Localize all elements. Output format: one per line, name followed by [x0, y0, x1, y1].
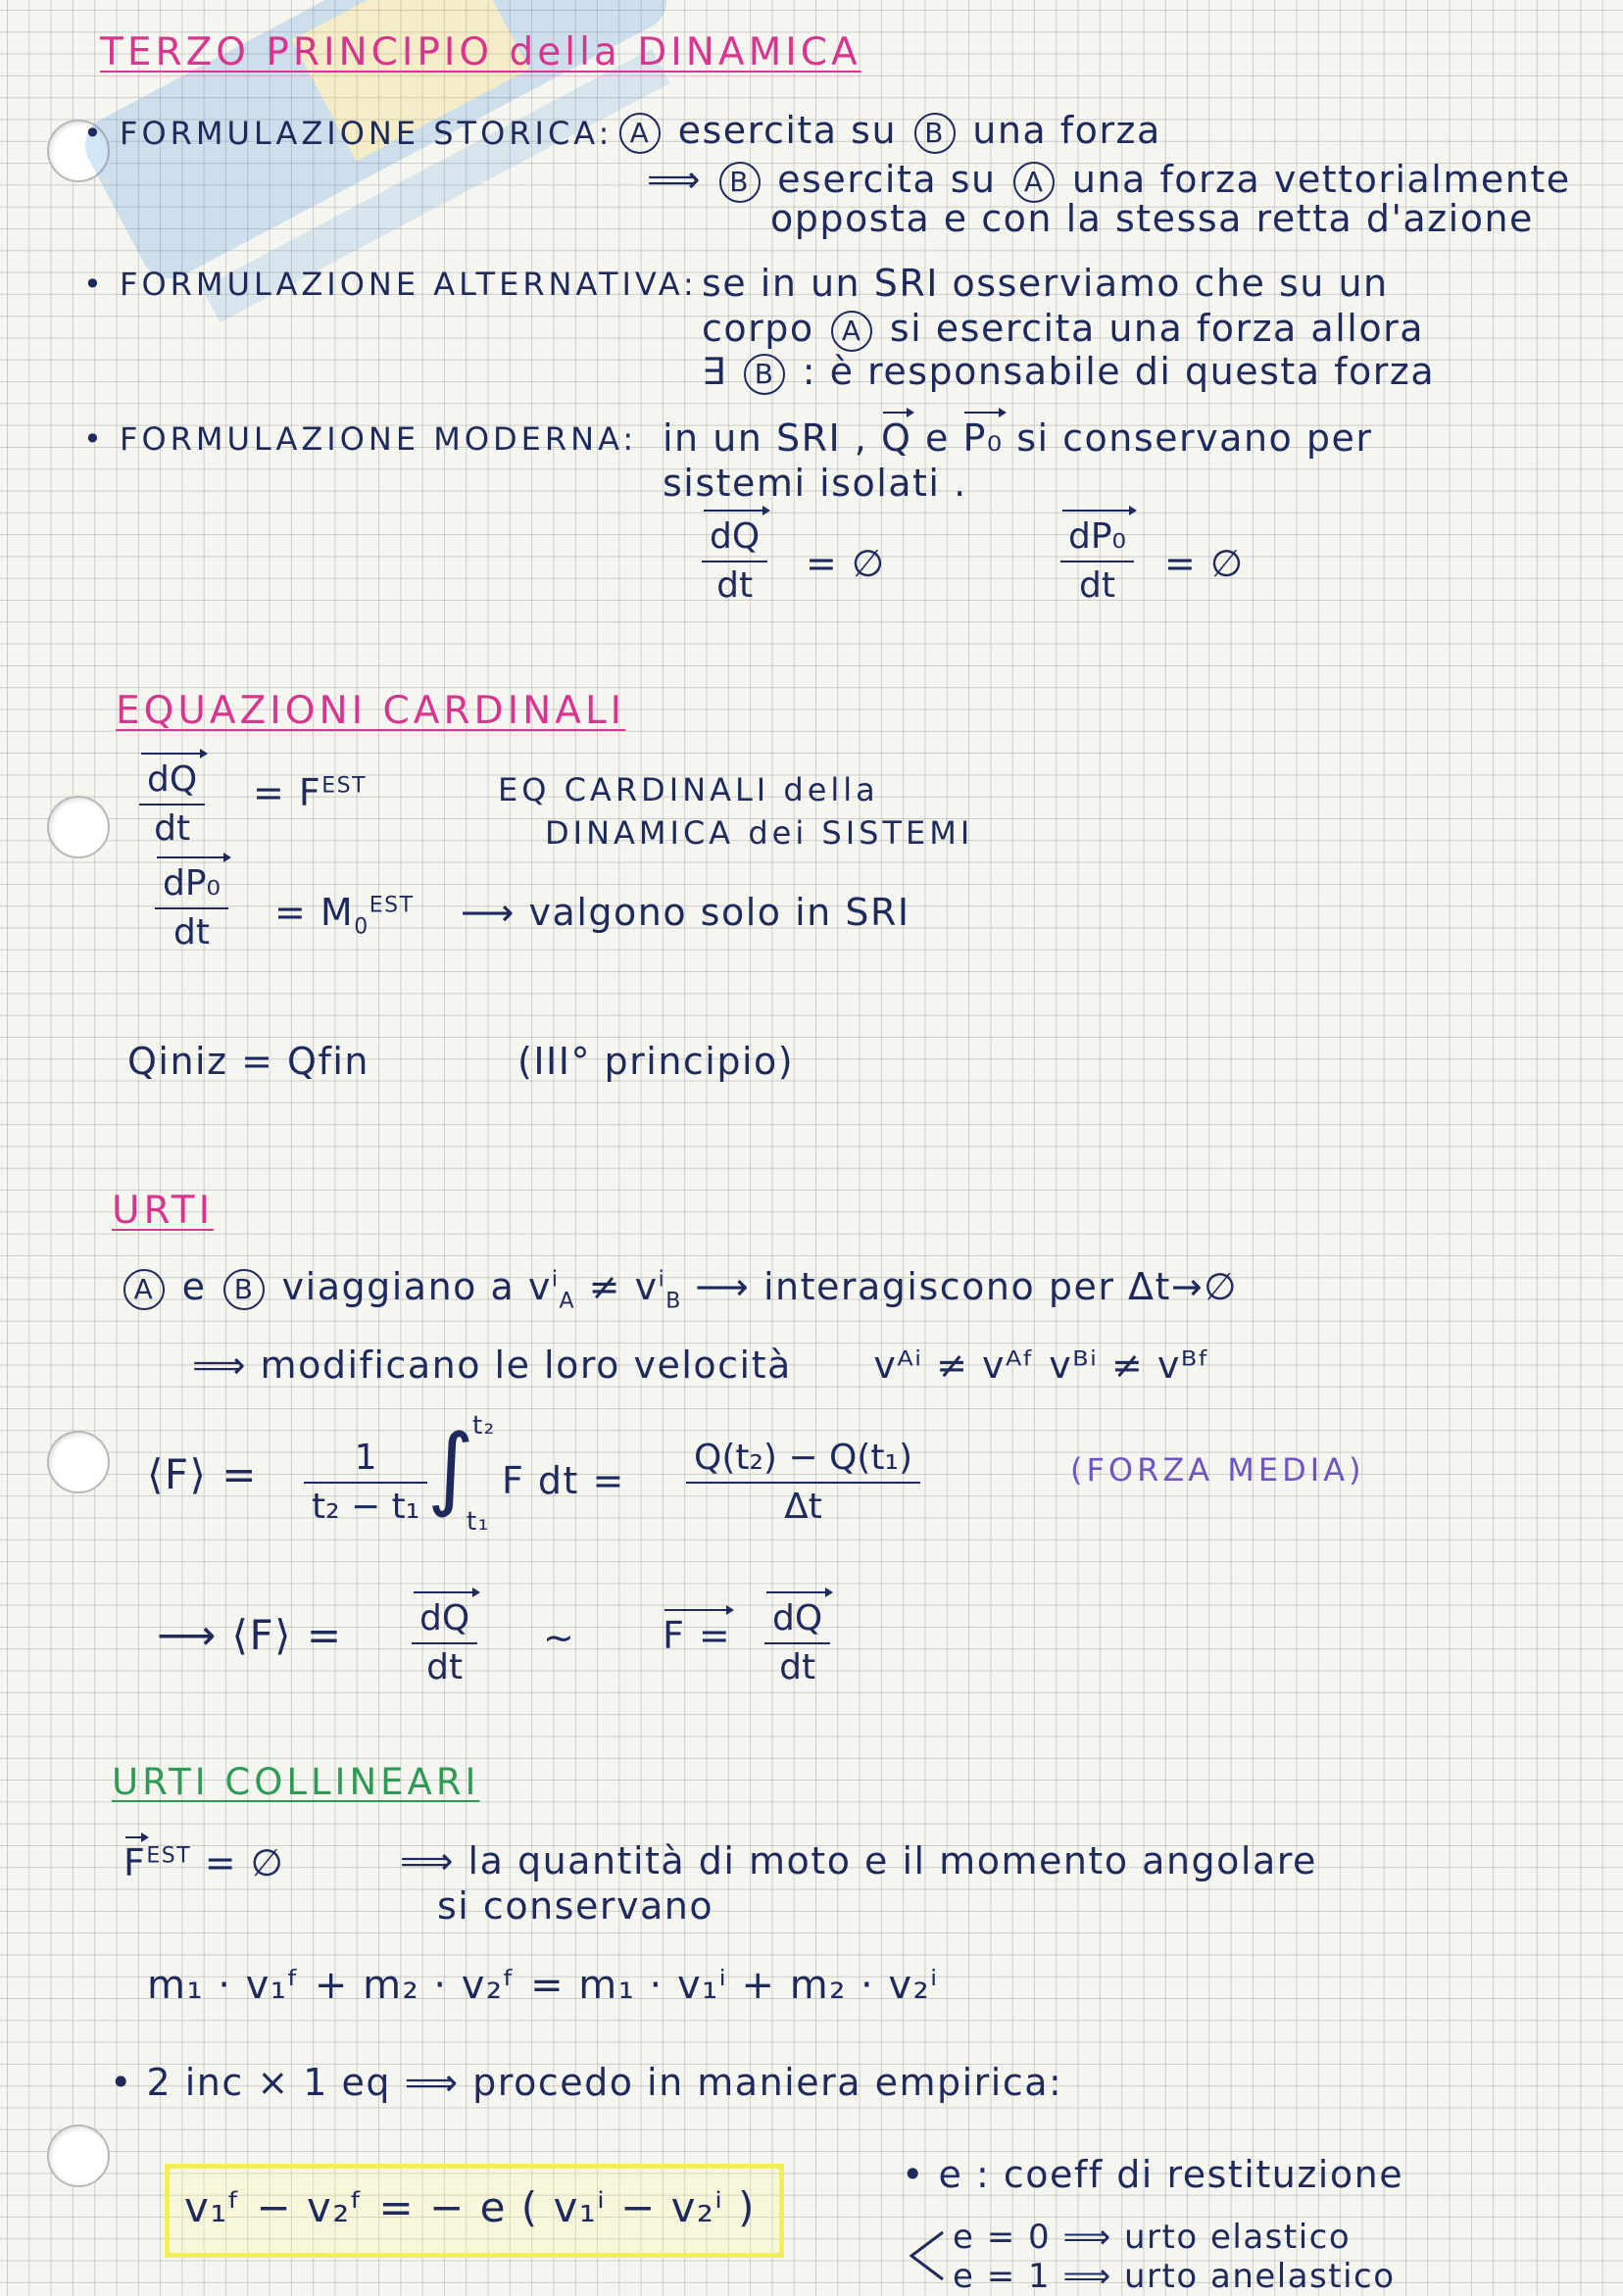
alternativa-line2 [702, 307, 1424, 352]
urti-line2 [192, 1343, 1211, 1387]
binder-hole-4 [47, 2125, 110, 2187]
avg-force-approx-lhs: ⟶ ⟨F⟩ = [157, 1611, 343, 1659]
sup-est: EST [321, 773, 368, 799]
alternativa-line2b: si esercita una forza allora [889, 307, 1424, 350]
alternativa-line2a: corpo [702, 307, 814, 350]
urti-line1: A e B viaggiano a $v^i_A \ne v^i_B$ ⟶ interagiscono per Δt→∅ [120, 1268, 1238, 1313]
cardinali-eq2-rhs-text: = M [274, 891, 355, 934]
storica-line1 [615, 109, 1161, 154]
frac-num: dP₀ [155, 864, 228, 904]
circled-a: A [619, 113, 661, 154]
exists-symbol: ∃ [702, 350, 727, 393]
one-over-dt-fraction [304, 1439, 427, 1526]
avg-force-lhs: ⟨F⟩ = [147, 1450, 258, 1498]
moderna-line1b: si conservano per [1016, 416, 1373, 460]
urti-vbi: ≠ v [588, 1265, 659, 1308]
circled-b: B [914, 113, 956, 154]
frac-den: Δt [784, 1486, 822, 1527]
instant-force-lhs [663, 1614, 732, 1657]
alternativa-line3b: : è responsabile di questa forza [802, 350, 1436, 393]
frac-num: dQ [702, 517, 767, 557]
frac-den: dt [779, 1646, 816, 1687]
cardinali-note-1: EQ CARDINALI della [498, 771, 879, 808]
moderna-eq2-fraction [1060, 517, 1134, 605]
storica-line1-text: esercita su [677, 109, 898, 152]
double-arrow-icon [904, 2226, 949, 2285]
alternativa-label: • FORMULAZIONE ALTERNATIVA: [83, 266, 698, 303]
third-principle-note: (III° principio) [517, 1040, 795, 1083]
frac-bar [139, 804, 205, 806]
collineari-heading: URTI COLLINEARI [112, 1761, 480, 1803]
momentum-change-fraction [686, 1439, 920, 1526]
binder-hole-3 [47, 1431, 110, 1493]
moderna-label: • FORMULAZIONE MODERNA: [83, 420, 638, 458]
storica-line2c-text: una forza vettorialmente [1071, 158, 1571, 201]
circled-b-4: B [223, 1269, 265, 1310]
cardinali-eq1-fraction [139, 760, 205, 848]
inc-eq-note: • 2 inc × 1 eq ⟹ procedo in maniera empirica: [110, 2061, 1063, 2104]
circled-b-3: B [744, 354, 785, 395]
frac-bar [1060, 561, 1134, 562]
moderna-line1 [663, 416, 1373, 460]
collineari-line1: ⟹ la quantità di moto e il momento angolare [400, 1839, 1317, 1882]
frac-num: dQ [412, 1599, 477, 1638]
urti-heading: URTI [112, 1189, 215, 1233]
alternativa-line1: se in un SRI osserviamo che su un [702, 262, 1389, 305]
momentum-equation: m₁ · v₁ᶠ + m₂ · v₂ᶠ = m₁ · v₁ⁱ + m₂ · v₂ⁱ [147, 1963, 939, 2008]
approx-symbol: ~ [543, 1616, 576, 1659]
cardinali-eq1-rhs-text: = F [253, 771, 322, 814]
fest-zero [123, 1841, 285, 1884]
frac-den: dt [1079, 564, 1115, 606]
conservation-eq: Qiniz = Qfin [127, 1040, 369, 1083]
frac-den: dt [154, 807, 191, 849]
moderna-e: e [924, 416, 950, 460]
vec-fest: F [123, 1841, 147, 1884]
vec-q: Q [880, 416, 912, 460]
cardinali-arrow-note: ⟶ valgono solo in SRI [461, 891, 910, 934]
vec-po: P₀ [962, 416, 1004, 460]
urti-line1b: viaggiano a [281, 1265, 516, 1308]
restitution-equation: v₁ᶠ − v₂ᶠ = − e ( v₁ⁱ − v₂ⁱ ) [184, 2183, 757, 2231]
frac-num: 1 [354, 1438, 377, 1478]
coeff-restituzione: • e : coeff di restituzione [902, 2153, 1404, 2196]
frac-bar [412, 1642, 477, 1644]
cardinali-heading: EQUAZIONI CARDINALI [116, 689, 626, 733]
cardinali-note-2: DINAMICA dei SISTEMI [545, 814, 974, 852]
fest-rhs: = ∅ [204, 1841, 285, 1884]
storica-line1b-text: una forza [972, 109, 1161, 152]
collineari-line2: si conservano [437, 1884, 714, 1928]
frac-den: dt [716, 564, 754, 606]
moderna-eq1-fraction [702, 517, 767, 605]
storica-line3: opposta e con la stessa retta d'azione [770, 197, 1534, 240]
frac-num: dQ [764, 1599, 830, 1638]
circled-a-3: A [831, 311, 872, 352]
frac-den: dt [173, 911, 210, 953]
urti-line2-velocities: vᴬⁱ ≠ vᴬᶠ vᴮⁱ ≠ vᴮᶠ [873, 1343, 1211, 1387]
urti-vai: v [527, 1265, 552, 1308]
cardinali-eq2-rhs [274, 891, 415, 940]
elastic-case: e = 0 ⟹ urto elastico [953, 2218, 1352, 2257]
cardinali-eq1-rhs [253, 771, 368, 814]
anelastic-case: e = 1 ⟹ urto anelastico [953, 2257, 1396, 2296]
frac-bar [764, 1642, 830, 1644]
frac-bar [686, 1482, 920, 1484]
integral-lower: t₁ [467, 1507, 490, 1537]
frac-bar [304, 1482, 427, 1484]
moderna-line2: sistemi isolati . [663, 462, 967, 505]
circled-b-2: B [719, 162, 761, 203]
forza-media-label: (FORZA MEDIA) [1070, 1451, 1365, 1489]
circled-a-4: A [123, 1269, 165, 1310]
urti-line1e: ⟶ interagiscono per Δt→∅ [695, 1265, 1238, 1308]
instant-dq-fraction [764, 1599, 830, 1686]
storica-label: • FORMULAZIONE STORICA: [83, 115, 614, 152]
alternativa-line3 [702, 350, 1436, 395]
urti-line2-text: ⟹ modificano le loro velocità [192, 1343, 792, 1387]
sup-est: EST [146, 1843, 192, 1869]
frac-bar [155, 907, 228, 909]
frac-bar [702, 561, 767, 562]
frac-num: dP₀ [1060, 517, 1134, 557]
page-title: TERZO PRINCIPIO della DINAMICA [100, 30, 861, 74]
sub-zero: 0 [354, 914, 369, 940]
frac-den: t₂ − t₁ [312, 1486, 420, 1527]
binder-hole-2 [47, 796, 110, 858]
cardinali-eq2-fraction [155, 864, 228, 952]
circled-a-2: A [1013, 162, 1055, 203]
integral-sign: ∫ [427, 1415, 474, 1520]
frac-num: dQ [139, 760, 205, 800]
moderna-eq1-rhs: = ∅ [806, 542, 886, 585]
frac-den: dt [426, 1646, 464, 1687]
frac-num: Q(t₂) − Q(t₁) [694, 1438, 912, 1478]
urti-and: e [181, 1265, 207, 1308]
sup-est: EST [369, 893, 415, 918]
avg-dq-fraction [412, 1599, 477, 1686]
moderna-line1a: in un SRI , [663, 416, 868, 460]
moderna-eq2-rhs: = ∅ [1164, 542, 1245, 585]
implies-arrow: ⟹ [647, 158, 702, 201]
storica-line2-text: esercita su [777, 158, 997, 201]
integral-body: F dt = [502, 1459, 625, 1502]
vec-f: F = [663, 1614, 732, 1657]
integral-upper: t₂ [472, 1411, 496, 1441]
